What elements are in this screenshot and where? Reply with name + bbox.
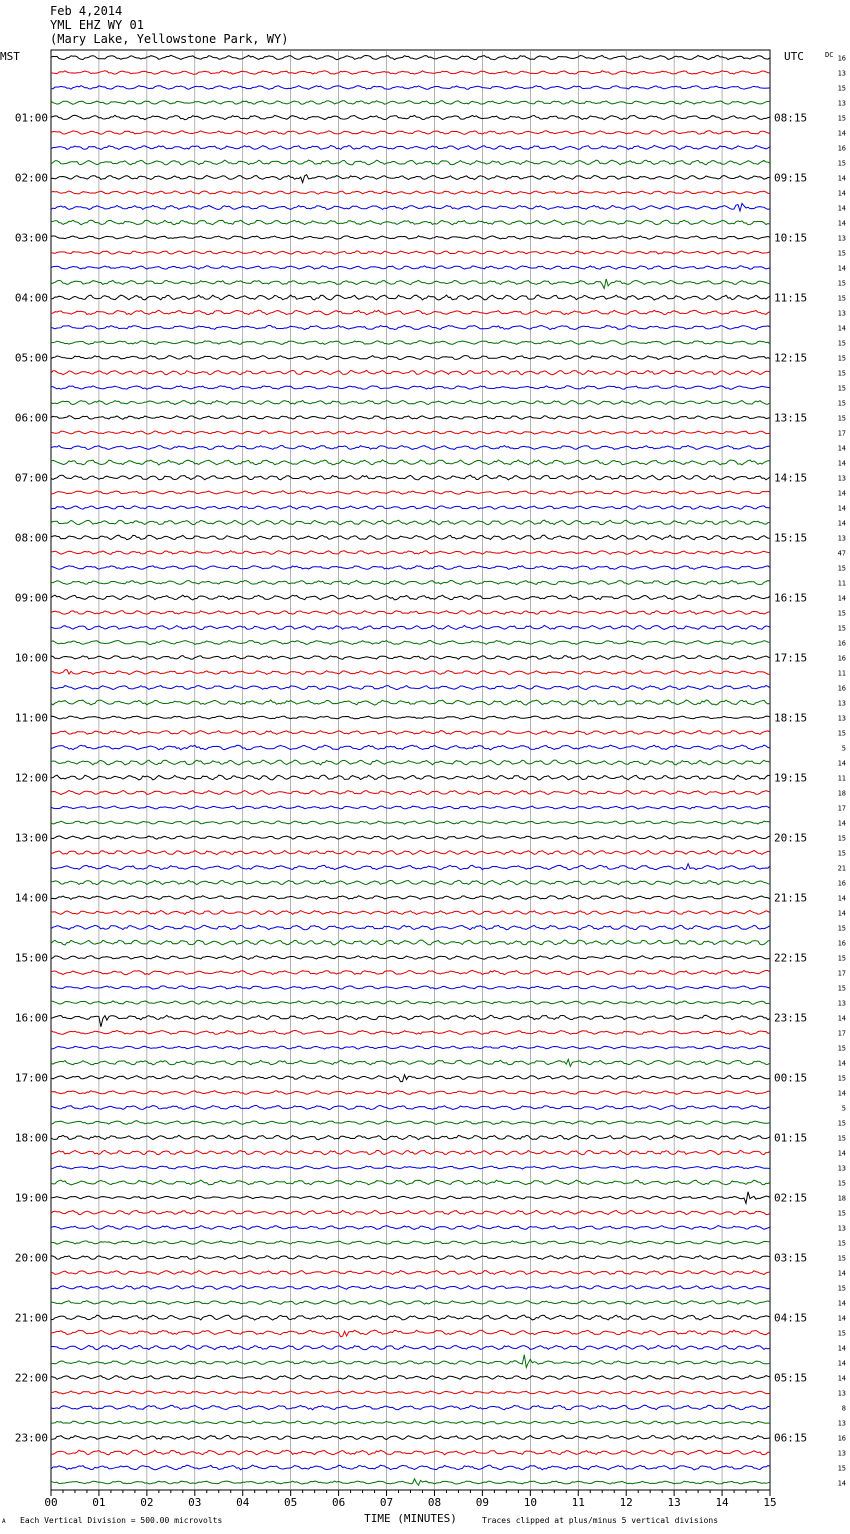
left-hour-label: 06:00 bbox=[14, 411, 48, 425]
dc-offset-label: 14 bbox=[837, 489, 846, 498]
seismic-trace bbox=[51, 160, 770, 165]
dc-offset-label: 16 bbox=[837, 54, 846, 63]
seismic-trace bbox=[51, 1479, 770, 1485]
seismic-trace bbox=[51, 400, 770, 404]
seismic-trace bbox=[51, 55, 770, 59]
seismic-trace bbox=[51, 880, 770, 884]
station-location: (Mary Lake, Yellowstone Park, WY) bbox=[50, 32, 289, 46]
dc-offset-label: 17 bbox=[837, 969, 846, 978]
dc-offset-label: 18 bbox=[837, 789, 846, 798]
seismic-trace bbox=[51, 475, 770, 480]
right-axis-title: UTC bbox=[784, 50, 804, 63]
seismic-trace bbox=[51, 1405, 770, 1410]
dc-offset-label: 15 bbox=[837, 624, 846, 633]
seismic-trace bbox=[51, 1330, 770, 1337]
right-hour-label: 00:15 bbox=[774, 1071, 808, 1085]
dc-offset-label: 15 bbox=[837, 984, 846, 993]
seismic-trace bbox=[51, 1465, 770, 1470]
seismic-trace bbox=[51, 416, 770, 420]
seismic-trace bbox=[51, 911, 770, 915]
dc-offset-label: 15 bbox=[837, 84, 846, 93]
x-tick-label: 12 bbox=[619, 1496, 633, 1509]
left-hour-label: 02:00 bbox=[14, 171, 48, 185]
dc-offset-label: 14 bbox=[837, 264, 846, 273]
right-hour-label: 02:15 bbox=[774, 1191, 808, 1205]
x-tick-label: 14 bbox=[715, 1496, 729, 1509]
left-hour-label: 19:00 bbox=[14, 1191, 48, 1205]
seismic-trace bbox=[51, 491, 770, 495]
x-tick-label: 10 bbox=[523, 1496, 537, 1509]
dc-offset-label: 15 bbox=[837, 1044, 846, 1053]
dc-offset-label: 14 bbox=[837, 129, 846, 138]
dc-offset-label: 14 bbox=[837, 459, 846, 468]
dc-offset-label: 15 bbox=[837, 1464, 846, 1473]
seismic-trace bbox=[51, 1059, 770, 1066]
dc-offset-label: 15 bbox=[837, 384, 846, 393]
dc-offset-label: 15 bbox=[837, 564, 846, 573]
dc-offset-label: 13 bbox=[837, 1449, 846, 1458]
seismic-trace bbox=[51, 295, 770, 300]
seismic-trace bbox=[51, 1241, 770, 1244]
left-hour-label: 18:00 bbox=[14, 1131, 48, 1145]
seismic-trace bbox=[51, 1135, 770, 1139]
x-tick-label: 09 bbox=[475, 1496, 490, 1509]
x-tick-label: 00 bbox=[44, 1496, 58, 1509]
seismic-trace bbox=[51, 1180, 770, 1185]
seismic-trace bbox=[51, 595, 770, 600]
seismic-trace bbox=[51, 1001, 770, 1004]
seismic-trace bbox=[51, 1166, 770, 1169]
seismic-trace bbox=[51, 325, 770, 329]
right-hour-label: 10:15 bbox=[774, 231, 808, 245]
left-hour-label: 20:00 bbox=[14, 1251, 48, 1265]
dc-offset-label: 14 bbox=[837, 1089, 846, 1098]
seismic-trace bbox=[51, 580, 770, 584]
dc-offset-label: 14 bbox=[837, 819, 846, 828]
right-hour-label: 04:15 bbox=[774, 1311, 808, 1325]
dc-offset-label: 13 bbox=[837, 534, 846, 543]
dc-offset-label: 13 bbox=[837, 1164, 846, 1173]
left-hour-label: 12:00 bbox=[14, 771, 48, 785]
dc-offset-label: 16 bbox=[837, 939, 846, 948]
right-hour-label: 17:15 bbox=[774, 651, 808, 665]
dc-offset-label: 14 bbox=[837, 1314, 846, 1323]
right-hour-label: 13:15 bbox=[774, 411, 808, 425]
seismic-trace bbox=[51, 1210, 770, 1214]
x-tick-label: 13 bbox=[667, 1496, 681, 1509]
right-hour-label: 16:15 bbox=[774, 591, 808, 605]
seismic-trace bbox=[51, 203, 770, 211]
clip-note: Traces clipped at plus/minus 5 vertical divisions bbox=[482, 1516, 719, 1525]
dc-offset-label: 15 bbox=[837, 414, 846, 423]
dc-offset-label: 14 bbox=[837, 504, 846, 513]
seismic-trace bbox=[51, 551, 770, 555]
right-hour-label: 23:15 bbox=[774, 1011, 808, 1025]
seismic-trace bbox=[51, 821, 770, 824]
dc-offset-label: 14 bbox=[837, 324, 846, 333]
right-hour-label: 15:15 bbox=[774, 531, 808, 545]
left-axis-title: MST bbox=[0, 50, 20, 63]
seismic-trace bbox=[51, 236, 770, 239]
dc-offset-label: 5 bbox=[841, 1104, 846, 1113]
seismic-trace bbox=[51, 1450, 770, 1455]
seismic-trace bbox=[51, 310, 770, 315]
dc-offset-label: 15 bbox=[837, 849, 846, 858]
seismic-trace bbox=[51, 1031, 770, 1035]
dc-offset-label: 16 bbox=[837, 879, 846, 888]
dc-offset-label: 16 bbox=[837, 639, 846, 648]
right-hour-label: 05:15 bbox=[774, 1371, 808, 1385]
seismic-trace bbox=[51, 266, 770, 269]
seismic-trace bbox=[51, 1106, 770, 1110]
seismic-trace bbox=[51, 1075, 770, 1082]
seismic-trace bbox=[51, 535, 770, 540]
left-hour-label: 13:00 bbox=[14, 831, 48, 845]
left-hour-label: 11:00 bbox=[14, 711, 48, 725]
left-hour-label: 08:00 bbox=[14, 531, 48, 545]
seismic-trace bbox=[51, 506, 770, 509]
right-hour-label: 20:15 bbox=[774, 831, 808, 845]
seismic-trace bbox=[51, 760, 770, 765]
x-tick-label: 11 bbox=[571, 1496, 585, 1509]
left-hour-label: 23:00 bbox=[14, 1431, 48, 1445]
dc-offset-label: 5 bbox=[841, 744, 846, 753]
dc-offset-label: 13 bbox=[837, 234, 846, 243]
seismic-trace bbox=[51, 656, 770, 660]
left-hour-label: 09:00 bbox=[14, 591, 48, 605]
seismic-trace bbox=[51, 175, 770, 183]
seismic-trace bbox=[51, 251, 770, 254]
seismic-trace bbox=[51, 1355, 770, 1368]
x-tick-label: 15 bbox=[763, 1496, 777, 1509]
seismic-trace bbox=[51, 566, 770, 570]
station-code: YML EHZ WY 01 bbox=[50, 18, 144, 32]
right-hour-label: 03:15 bbox=[774, 1251, 808, 1265]
dc-offset-label: 14 bbox=[837, 894, 846, 903]
seismic-trace bbox=[51, 775, 770, 780]
dc-offset-label: 13 bbox=[837, 1419, 846, 1428]
dc-offset-label: 14 bbox=[837, 1374, 846, 1383]
left-hour-label: 21:00 bbox=[14, 1311, 48, 1325]
dc-offset-label: 15 bbox=[837, 114, 846, 123]
right-hour-label: 11:15 bbox=[774, 291, 808, 305]
left-hour-label: 01:00 bbox=[14, 111, 48, 125]
dc-offset-label: 15 bbox=[837, 1329, 846, 1338]
dc-offset-label: 14 bbox=[837, 594, 846, 603]
seismic-trace bbox=[51, 716, 770, 719]
seismic-trace bbox=[51, 220, 770, 225]
dc-label: DC bbox=[825, 51, 834, 59]
seismic-trace bbox=[51, 71, 770, 74]
dc-offset-label: 16 bbox=[837, 654, 846, 663]
seismic-trace bbox=[51, 1150, 770, 1154]
seismic-trace bbox=[51, 370, 770, 374]
seismic-trace bbox=[51, 1192, 770, 1204]
dc-offset-label: 15 bbox=[837, 834, 846, 843]
seismic-trace bbox=[51, 836, 770, 839]
seismic-trace bbox=[51, 745, 770, 750]
dc-offset-label: 15 bbox=[837, 1239, 846, 1248]
dc-offset-label: 14 bbox=[837, 204, 846, 213]
dc-offset-label: 14 bbox=[837, 174, 846, 183]
dc-offset-label: 15 bbox=[837, 369, 846, 378]
dc-offset-label: 15 bbox=[837, 609, 846, 618]
left-hour-label: 03:00 bbox=[14, 231, 48, 245]
dc-offset-label: 14 bbox=[837, 759, 846, 768]
seismic-trace bbox=[51, 1091, 770, 1095]
dc-offset-label: 13 bbox=[837, 999, 846, 1008]
right-hour-label: 01:15 bbox=[774, 1131, 808, 1145]
right-hour-label: 18:15 bbox=[774, 711, 808, 725]
dc-offset-label: 14 bbox=[837, 1359, 846, 1368]
dc-offset-label: 15 bbox=[837, 1134, 846, 1143]
seismic-trace bbox=[51, 115, 770, 119]
seismic-trace bbox=[51, 86, 770, 90]
seismic-trace bbox=[51, 896, 770, 900]
seismic-trace bbox=[51, 806, 770, 809]
seismic-trace bbox=[51, 431, 770, 434]
seismic-trace bbox=[51, 1391, 770, 1394]
seismic-trace bbox=[51, 1315, 770, 1320]
dc-offset-label: 15 bbox=[837, 1209, 846, 1218]
dc-offset-label: 13 bbox=[837, 714, 846, 723]
seismic-trace bbox=[51, 986, 770, 989]
seismic-trace bbox=[51, 146, 770, 150]
dc-offset-label: 13 bbox=[837, 69, 846, 78]
dc-offset-label: 16 bbox=[837, 144, 846, 153]
right-hour-label: 19:15 bbox=[774, 771, 808, 785]
seismic-trace bbox=[51, 970, 770, 974]
dc-offset-label: 15 bbox=[837, 729, 846, 738]
dc-offset-label: 15 bbox=[837, 279, 846, 288]
dc-offset-label: 13 bbox=[837, 474, 846, 483]
dc-offset-label: 14 bbox=[837, 519, 846, 528]
dc-offset-label: 14 bbox=[837, 1269, 846, 1278]
dc-offset-label: 47 bbox=[837, 549, 846, 558]
dc-offset-label: 17 bbox=[837, 1029, 846, 1038]
seismic-trace bbox=[51, 1121, 770, 1125]
x-tick-label: 01 bbox=[92, 1496, 106, 1509]
seismic-trace bbox=[51, 686, 770, 690]
dc-offset-label: 21 bbox=[837, 864, 846, 873]
dc-offset-label: 8 bbox=[841, 1404, 846, 1413]
seismic-trace bbox=[51, 731, 770, 735]
left-hour-label: 16:00 bbox=[14, 1011, 48, 1025]
right-hour-label: 14:15 bbox=[774, 471, 808, 485]
left-hour-label: 22:00 bbox=[14, 1371, 48, 1385]
seismic-trace bbox=[51, 191, 770, 194]
right-hour-label: 21:15 bbox=[774, 891, 808, 905]
dc-offset-label: 15 bbox=[837, 339, 846, 348]
seismic-trace bbox=[51, 956, 770, 960]
seismic-trace bbox=[51, 791, 770, 795]
dc-offset-label: 14 bbox=[837, 1059, 846, 1068]
dc-offset-label: 14 bbox=[837, 189, 846, 198]
left-hour-label: 14:00 bbox=[14, 891, 48, 905]
right-hour-label: 22:15 bbox=[774, 951, 808, 965]
right-hour-label: 12:15 bbox=[774, 351, 808, 365]
dc-offset-label: 18 bbox=[837, 1194, 846, 1203]
seismic-trace bbox=[51, 625, 770, 629]
dc-offset-label: 14 bbox=[837, 1344, 846, 1353]
seismic-trace bbox=[51, 1286, 770, 1290]
seismic-trace bbox=[51, 1301, 770, 1305]
seismic-trace bbox=[51, 1046, 770, 1049]
seismic-trace bbox=[51, 279, 770, 289]
x-tick-label: 03 bbox=[188, 1496, 202, 1509]
dc-offset-label: 15 bbox=[837, 1119, 846, 1128]
seismic-trace bbox=[51, 1015, 770, 1027]
plot-date: Feb 4,2014 bbox=[50, 4, 123, 18]
dc-offset-label: 14 bbox=[837, 1479, 846, 1488]
dc-offset-label: 16 bbox=[837, 1434, 846, 1443]
dc-offset-label: 13 bbox=[837, 99, 846, 108]
left-hour-label: 15:00 bbox=[14, 951, 48, 965]
dc-offset-label: 15 bbox=[837, 294, 846, 303]
seismic-trace bbox=[51, 446, 770, 450]
x-tick-label: 06 bbox=[331, 1496, 346, 1509]
seismic-trace bbox=[51, 864, 770, 870]
dc-offset-label: 15 bbox=[837, 1179, 846, 1188]
seismic-trace bbox=[51, 101, 770, 105]
seismic-trace bbox=[51, 1345, 770, 1350]
seismic-trace bbox=[51, 850, 770, 854]
x-axis-label: TIME (MINUTES) bbox=[364, 1512, 457, 1525]
left-hour-label: 04:00 bbox=[14, 291, 48, 305]
seismic-trace bbox=[51, 460, 770, 465]
dc-offset-label: 15 bbox=[837, 1284, 846, 1293]
dc-offset-label: 15 bbox=[837, 354, 846, 363]
seismic-trace bbox=[51, 356, 770, 360]
right-hour-label: 08:15 bbox=[774, 111, 808, 125]
dc-offset-label: 13 bbox=[837, 1389, 846, 1398]
seismic-trace bbox=[51, 670, 770, 675]
dc-offset-label: 15 bbox=[837, 159, 846, 168]
dc-offset-label: 15 bbox=[837, 399, 846, 408]
left-hour-label: 05:00 bbox=[14, 351, 48, 365]
seismic-trace bbox=[51, 611, 770, 615]
seismic-trace bbox=[51, 641, 770, 645]
seismic-trace bbox=[51, 386, 770, 390]
right-hour-label: 06:15 bbox=[774, 1431, 808, 1445]
dc-offset-label: 15 bbox=[837, 1254, 846, 1263]
dc-offset-label: 14 bbox=[837, 444, 846, 453]
dc-offset-label: 17 bbox=[837, 804, 846, 813]
right-hour-label: 09:15 bbox=[774, 171, 808, 185]
dc-offset-label: 15 bbox=[837, 924, 846, 933]
seismic-trace bbox=[51, 1271, 770, 1275]
left-hour-label: 07:00 bbox=[14, 471, 48, 485]
seismic-trace bbox=[51, 1376, 770, 1380]
dc-offset-label: 14 bbox=[837, 219, 846, 228]
dc-offset-label: 14 bbox=[837, 1149, 846, 1158]
seismic-trace bbox=[51, 1226, 770, 1230]
x-tick-label: 04 bbox=[236, 1496, 250, 1509]
seismic-trace bbox=[51, 1435, 770, 1439]
dc-offset-label: 11 bbox=[837, 669, 846, 678]
dc-offset-label: 15 bbox=[837, 249, 846, 258]
seismic-trace bbox=[51, 700, 770, 705]
x-tick-label: 05 bbox=[284, 1496, 298, 1509]
dc-offset-label: 11 bbox=[837, 774, 846, 783]
dc-offset-label: 15 bbox=[837, 954, 846, 963]
seismic-trace bbox=[51, 1421, 770, 1424]
left-hour-label: 10:00 bbox=[14, 651, 48, 665]
dc-offset-label: 13 bbox=[837, 699, 846, 708]
x-tick-label: 02 bbox=[140, 1496, 154, 1509]
seismic-trace bbox=[51, 341, 770, 345]
dc-offset-label: 14 bbox=[837, 1299, 846, 1308]
dc-offset-label: 14 bbox=[837, 909, 846, 918]
dc-offset-label: 13 bbox=[837, 1224, 846, 1233]
dc-offset-label: 15 bbox=[837, 1074, 846, 1083]
x-tick-label: 07 bbox=[379, 1496, 394, 1509]
left-hour-label: 17:00 bbox=[14, 1071, 48, 1085]
x-tick-label: 08 bbox=[427, 1496, 442, 1509]
seismic-trace bbox=[51, 1256, 770, 1260]
seismic-trace bbox=[51, 925, 770, 929]
seismic-trace bbox=[51, 940, 770, 945]
dc-offset-label: 16 bbox=[837, 684, 846, 693]
seismic-trace bbox=[51, 520, 770, 525]
seismic-trace bbox=[51, 131, 770, 135]
dc-offset-label: 17 bbox=[837, 429, 846, 438]
dc-offset-label: 13 bbox=[837, 309, 846, 318]
scale-note: Each Vertical Division = 500.00 microvolts bbox=[20, 1516, 223, 1525]
dc-offset-label: 14 bbox=[837, 1014, 846, 1023]
dc-offset-label: 11 bbox=[837, 579, 846, 588]
footer-mark: A bbox=[2, 1518, 6, 1525]
